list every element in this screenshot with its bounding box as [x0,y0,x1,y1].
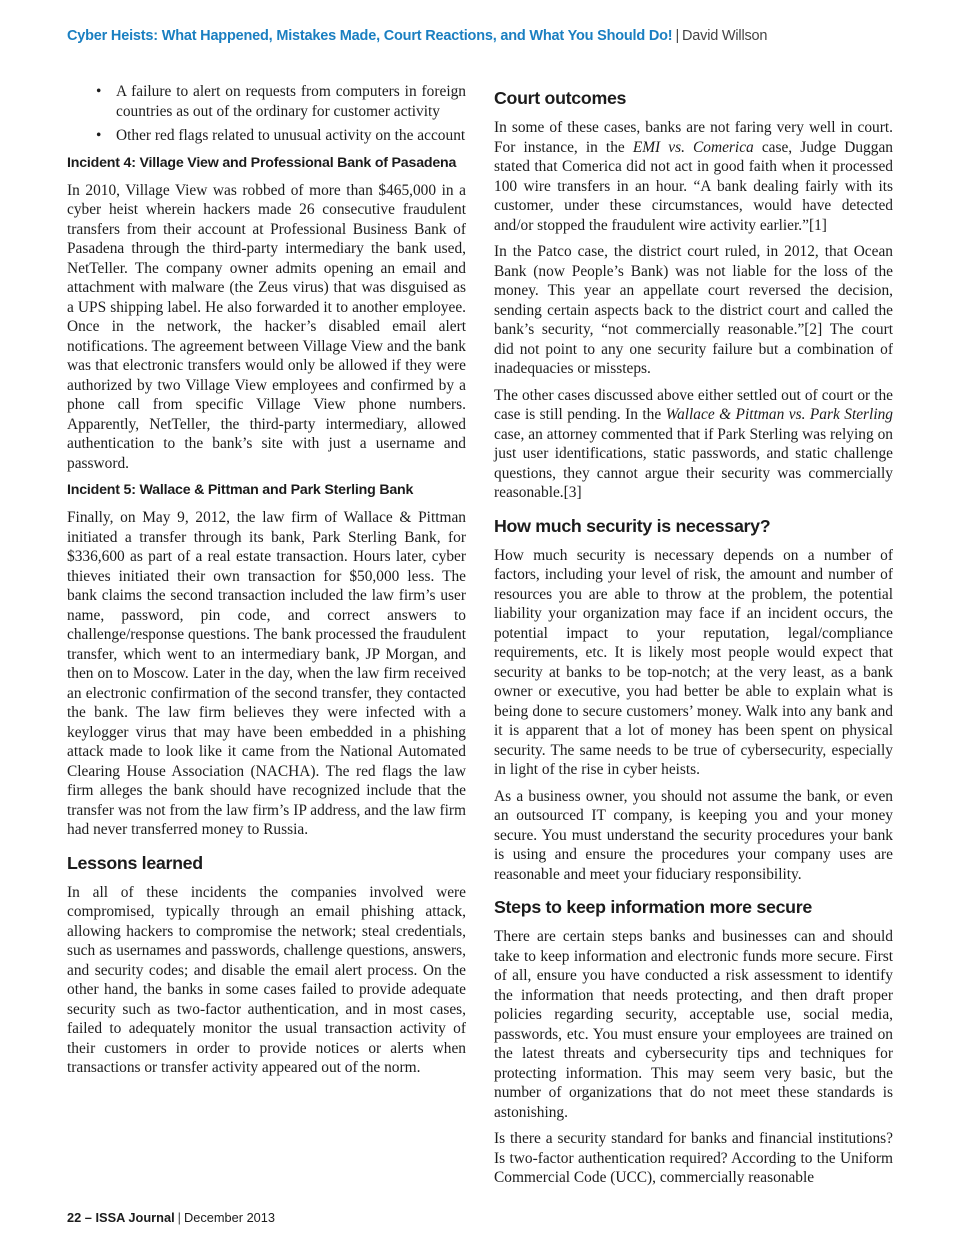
steps-heading: Steps to keep information more secure [494,897,812,917]
bullet-icon: • [96,83,102,100]
page-number: 22 [67,1210,82,1225]
incident-4-heading: Incident 4: Village View and Professional Bank of Pasadena [67,154,457,171]
bullet-list [67,82,466,146]
footer-separator: | [177,1210,181,1225]
incident-5-body: Finally, on May 9, 2012, the law firm of Wallace & Pittman initiated a transfer through its bank, Park Sterling Bank, for $336,600 as part of a real estate transaction. Hours later, cyber thieves initiated their own transaction for $50,000 less. The bank claims the second transaction included the law firm’s user name, password, pin code, and correct answers to challenge/response questions. The bank processed the fraudulent transfer, which went to an intermediary bank, JP Morgan, and then on to Moscow. Later in the day, when the law firm received an electronic confirmation of the second transfer, they contacted the bank. The law firm believes they were infected with a keylogger virus that may have been embedded in a phishing attack made to look like it came from the National Automated Clearing House Association (NACHA). The red flags the law firm alleges the bank should have recognized include that the transfer was not from the law firm’s IP address, and the law firm had never transferred money to Russia. [67,509,466,838]
how-much-security-heading: How much security is necessary? [494,515,771,536]
lessons-learned-heading: Lessons learned [67,852,203,873]
incident-5-heading: Incident 5: Wallace & Pittman and Park Sterling Bank [67,482,414,498]
bullet-icon: • [96,127,102,144]
how-much-security-paragraph-2: As a business owner, you should not assume the bank, or even an outsourced IT company, is keeping you and your money secure. You must understand the security procedures your bank is using and ensure the procedures your company uses are reasonable and meet your fiduciary responsibility. [494,787,893,883]
footer-dash: – [84,1210,92,1225]
article-author: David Willson [682,28,768,44]
header-separator: | [675,28,680,44]
right-column [494,82,893,1195]
running-header [67,26,907,46]
court-outcomes-paragraph-3: The other cases discussed above either settled out of court or the case is still pending. In the Wallace & Pittman vs. Park Sterling case, an attorney commented that if Park Sterling was relying on just user identifications, static passwords, and static challenge questions, they cannot argue their security was commercially reasonable.[3] [494,386,893,501]
steps-paragraph-1: There are certain steps banks and businesses can and should take to keep information and electronic funds more secure. First of all, ensure you have conducted a risk assessment to identify the information that needs protecting, and then draft proper policies regarding security, acceptable use, social media, passwords, etc. You must ensure your employees are trained on the latest threats and cybersecurity tips and techniques for protecting information. This may seem very basic, but the number of organizations that do not meet these standards is astonishing. [494,928,893,1121]
case-name-wallace-park-sterling: Wallace & Pittman vs. Park Sterling [665,406,893,423]
list-item: • Other red flags related to unusual activity on the account [96,127,466,144]
how-much-security-paragraph-1: How much security is necessary depends on a number of factors, including your level of risk, the amount and number of resources you are able to throw at the problem, the potential liability your organization may face if an incident occurs, the potential impact to your reputation, legal/compliance requirements, etc. It is likely most people would expect that security at banks to be top-notch; at the very least, as a bank owner or executive, you had better be able to explain what is being done to secure customers’ money. Walk into any bank and it is apparent that a lot of money has been spent on physical security. The same needs to be true of cybersecurity, especially in light of the rise in cyber heists. [494,546,893,778]
court-outcomes-paragraph-2: In the Patco case, the district court ruled, in 2012, that Ocean Bank (now People’s Bank) was not liable for the loss of the money. This year an appellate court reversed the decision, sending certain aspects back to the district court and called the bank’s security, “not commercially reasonable.”[2] The court did not point to any one security failure but a combination of inadequacies or missteps. [494,243,893,377]
lessons-learned-body: In all of these incidents the companies involved were compromised, typically through an email phishing attack, allowing hackers to compromise the network; steal credentials, such as usernames and passwords, challenge questions, answers, and security codes; and disable the email alert process. On the other hand, the banks in some cases failed to provide adequate security such as two-factor authentication, and in most cases, failed to adequately monitor the usual transaction activity of their customers in order to provide notices or alerts when transactions or transfer activity appeared out of the norm. [67,883,466,1076]
steps-paragraph-2: Is there a security standard for banks and financial institutions? Is two-factor authentication required? According to the Uniform Commercial Code (UCC), commercially reasonable [494,1130,893,1186]
page-footer [67,1209,275,1227]
article-title: Cyber Heists: What Happened, Mistakes Made, Court Reactions, and What You Should Do! [67,28,673,44]
journal-name: ISSA Journal [95,1210,175,1225]
list-item: • A failure to alert on requests from computers in foreign countries as out of the ordinary for customer activity [96,83,466,120]
issue-date: December 2013 [183,1210,276,1225]
left-column [67,82,466,1085]
case-name-emi-comerica: EMI vs. Comerica [632,138,754,156]
court-outcomes-heading: Court outcomes [494,88,627,108]
incident-4-body: In 2010, Village View was robbed of more than $465,000 in a cyber heist wherein hackers made 26 consecutive fraudulent transfers from their account at Professional Business Bank of Pasadena through the third-party intermediary the bank used, NetTeller. The company owner admits opening an email and attachment with malware (the Zeus virus) that was disguised as a UPS shipping label. He also forwarded it to another employee. Once in the network, the hacker’s disabled email alert notifications. The agreement between Village View and the bank was that electronic transfers would only be allowed if they were authorized by two Village View employees and confirmed by a phone call from specific Village View phone numbers. Apparently, NetTeller, the third-party intermediary, allowed authentication to the bank’s site with just a username and password. [67,181,466,472]
court-outcomes-paragraph-1: In some of these cases, banks are not faring very well in court. For instance, in the EMI vs. Comerica case, Judge Duggan stated that Comerica did not act in good faith when it processed 100 wire transfers in an hour. “A bank dealing fairly with its customer, under these circumstances, would have detected and/or stopped the fraudulent wire activity earlier.”[1] [494,119,893,234]
